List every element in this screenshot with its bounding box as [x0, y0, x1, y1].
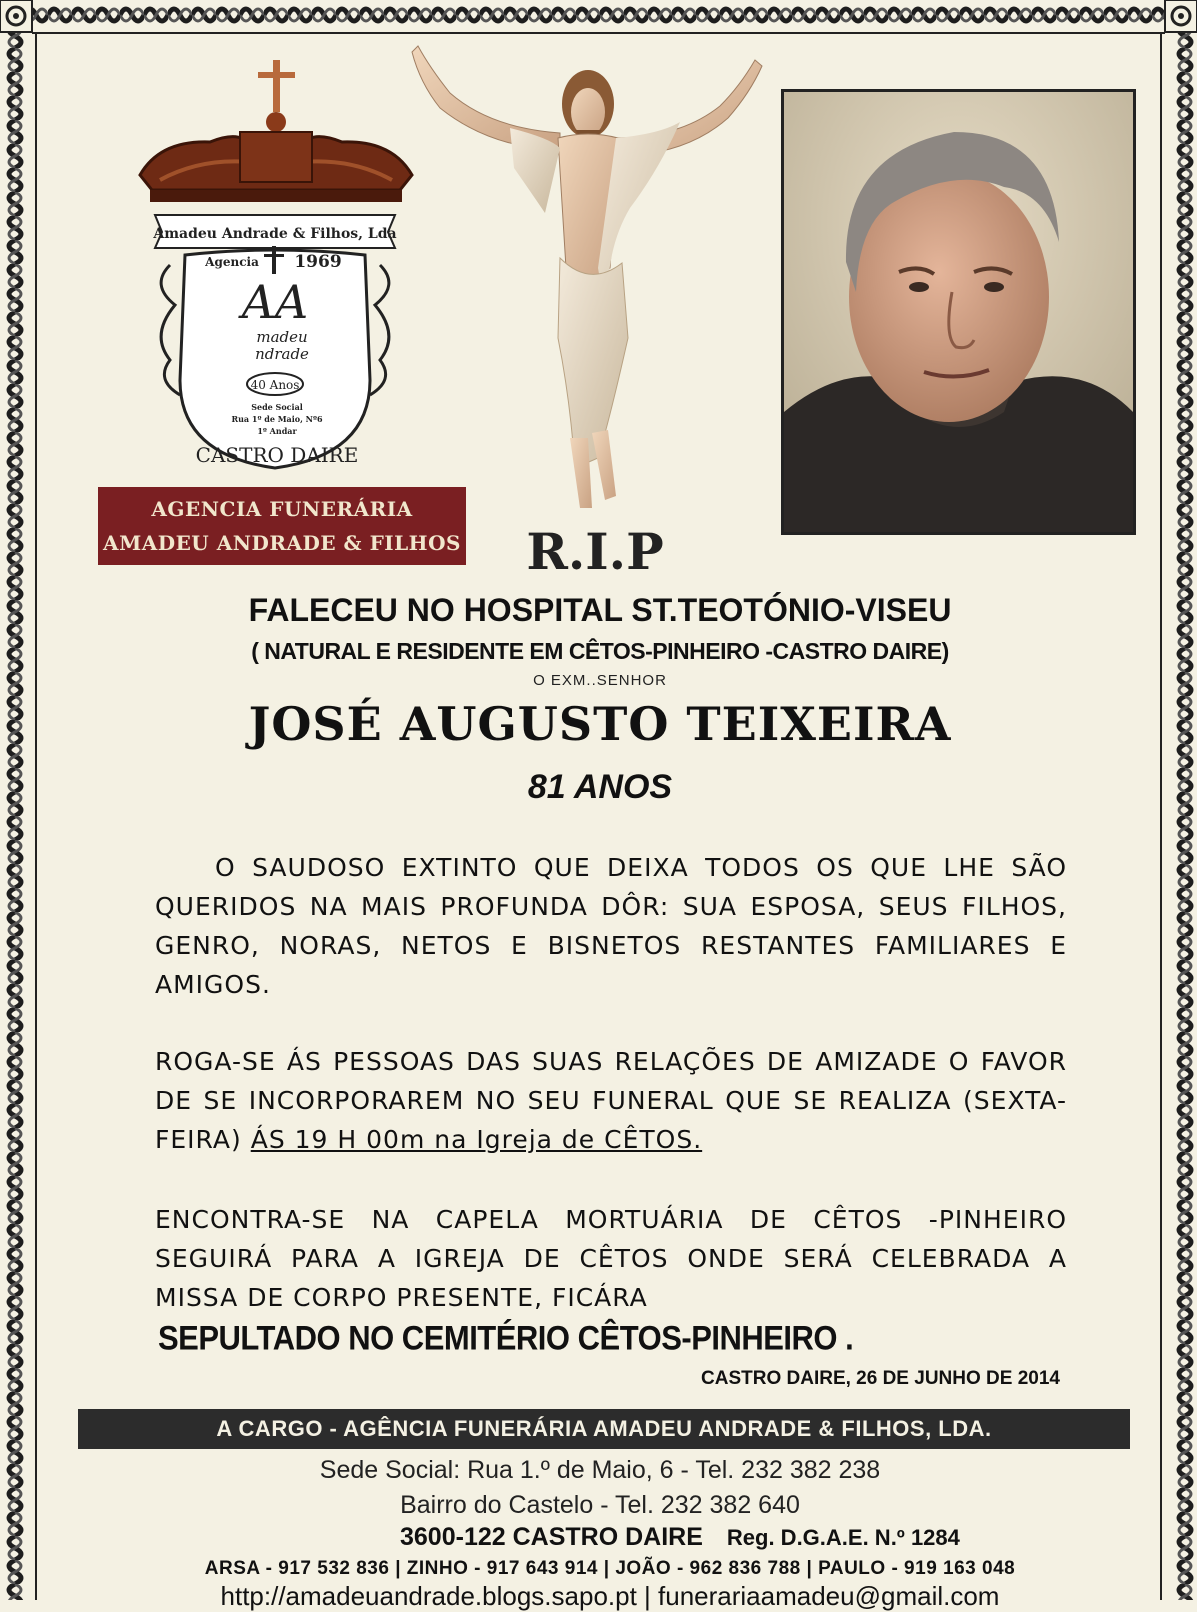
footer-registration: Reg. D.G.A.E. N.º 1284	[726, 1525, 960, 1550]
logo-year: 1969	[294, 252, 342, 272]
footer-address-2: Bairro do Castelo - Tel. 232 382 640	[400, 1491, 800, 1519]
deceased-portrait-photo	[781, 89, 1136, 535]
agency-logo	[130, 50, 420, 490]
logo-sede-3: 1º Andar	[257, 426, 297, 436]
logo-company: Amadeu Andrade & Filhos, Lda	[153, 226, 397, 242]
footer-agency-bar: A CARGO - AGÊNCIA FUNERÁRIA AMADEU ANDRADE & FILHOS, LDA.	[78, 1409, 1130, 1449]
notice-date: CASTRO DAIRE, 26 DE JUNHO DE 2014	[701, 1368, 1060, 1389]
paragraph-family: O SAUDOSO EXTINTO QUE DEIXA TODOS OS QUE LHE SÃO QUERIDOS NA MAIS PROFUNDA DÔR: SUA ESPOSA, SEUS FILHOS, GENRO, NORAS, NETOS E BISNETOS RESTANTES FAMILIARES E AMIGOS.	[155, 853, 1067, 999]
paragraph-chapel: ENCONTRA-SE NA CAPELA MORTUÁRIA DE CÊTOS -PINHEIRO SEGUIRÁ PARA A IGREJA DE CÊTOS ONDE SERÁ CELEBRADA A MISSA DE CORPO PRESENTE, FICÁRA	[155, 1205, 1067, 1312]
risen-christ-figure	[410, 38, 770, 518]
footer-postal	[400, 1523, 1140, 1552]
origin-residence: ( NATURAL E RESIDENTE EM CÊTOS-PINHEIRO -CASTRO DAIRE)	[251, 638, 949, 664]
logo-town: CASTRO DAIRE	[195, 443, 359, 467]
footer-postal-code: 3600-122 CASTRO DAIRE	[400, 1523, 703, 1551]
footer-phones: ARSA - 917 532 836 | ZINHO - 917 643 914 | JOÃO - 962 836 788 | PAULO - 919 163 048	[204, 1558, 1016, 1579]
honorific: O EXM..SENHOR	[533, 672, 667, 689]
burial-place: SEPULTADO NO CEMITÉRIO CÊTOS-PINHEIRO .	[158, 1318, 854, 1358]
agency-banner-line1: AGENCIA FUNERÁRIA	[151, 497, 413, 521]
paragraph-funeral-text: ROGA-SE ÁS PESSOAS DAS SUAS RELAÇÕES DE AMIZADE O FAVOR DE SE INCORPORAREM NO SEU FUNERAL QUE SE REALIZA (SEXTA-FEIRA)	[155, 1047, 1067, 1154]
logo-agencia: Agencia	[205, 255, 259, 269]
logo-sede-1: Sede Social	[251, 402, 303, 412]
rip-heading: R.I.P	[526, 522, 664, 581]
logo-name-line1: madeu	[256, 328, 308, 346]
portrait-illustration	[784, 92, 1133, 532]
logo-anos: 40 Anos	[250, 378, 300, 392]
paragraph-funeral	[155, 1042, 1067, 1159]
agency-banner-line2: AMADEU ANDRADE & FILHOS	[103, 531, 461, 555]
logo-monogram: AA	[241, 275, 309, 329]
funeral-time: ÁS 19 H 00m na Igreja de CÊTOS.	[250, 1125, 703, 1154]
footer-address-1: Sede Social: Rua 1.º de Maio, 6 - Tel. 232 382 238	[319, 1456, 881, 1484]
logo-sede-2: Rua 1º de Maio, Nº6	[231, 414, 323, 424]
footer-web: http://amadeuandrade.blogs.sapo.pt | funerariaamadeu@gmail.com	[220, 1581, 1000, 1611]
place-of-death: FALECEU NO HOSPITAL ST.TEOTÓNIO-VISEU	[248, 592, 952, 628]
logo-name-line2: ndrade	[255, 345, 309, 363]
deceased-name: JOSÉ AUGUSTO TEIXEIRA	[248, 697, 952, 751]
deceased-age: 81 ANOS	[527, 768, 673, 806]
